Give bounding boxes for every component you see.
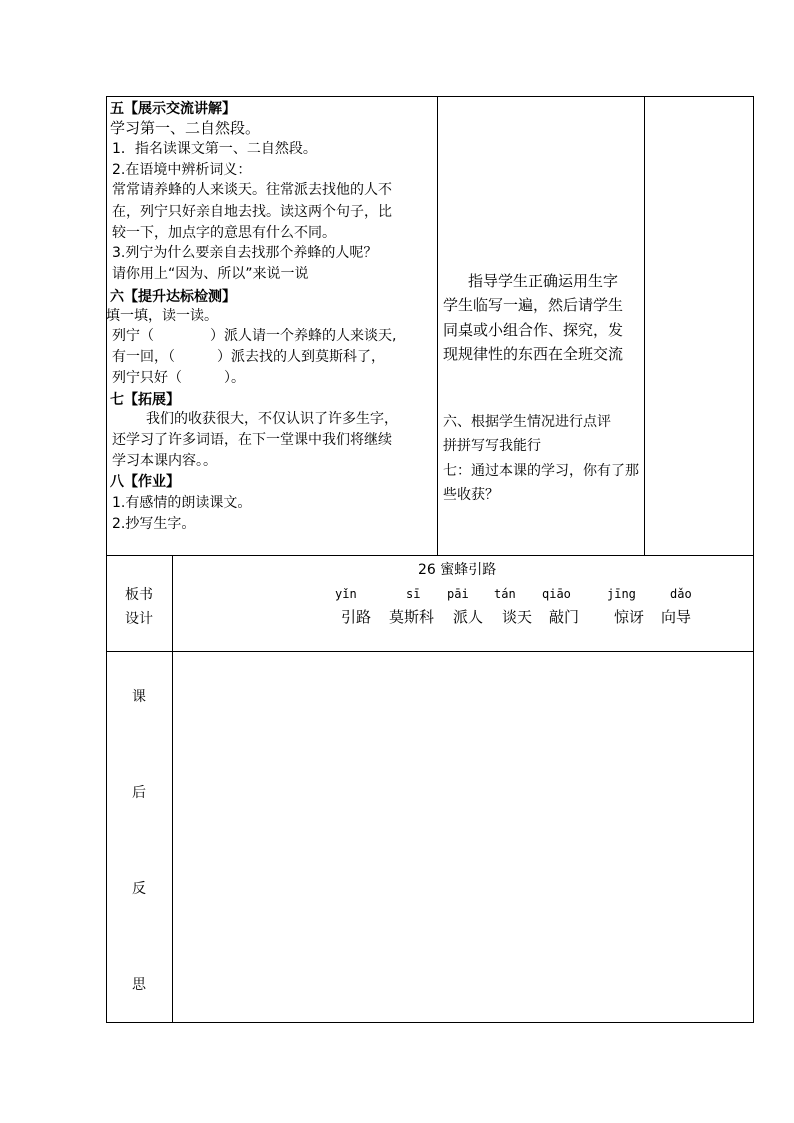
pinyin-label: sī [406,587,421,601]
board-word: 莫斯科 [389,608,435,626]
pinyin-label: yǐn [335,587,357,601]
table-border-right [753,96,754,1023]
section-5-line: 常常请养蜂的人来谈天。往常派去找他的人不 [112,182,392,198]
reflection-char: 课 [132,689,146,705]
board-title: 26 蜜蜂引路 [418,562,497,578]
col-divider-guidance [437,96,438,556]
section-5-line: 1．指名读课文第一、二自然段。 [112,141,317,157]
guidance-line: 些收获？ [443,487,499,503]
guidance-line: 七：通过本课的学习，你有了那 [443,463,639,479]
table-border-bottom [106,1022,754,1023]
section-5-line: 学习第一、二自然段。 [110,119,261,137]
pinyin-label: dǎo [670,587,692,601]
section-8-line: 1.有感情的朗读课文。 [112,495,252,511]
table-border-top [106,96,754,97]
board-word: 谈天 [502,608,533,626]
section-7-line: 还学习了许多词语，在下一堂课中我们将继续 [112,432,392,448]
section-5-line: 较一下，加点字的意思有什么不同。 [112,225,336,241]
pinyin-label: qiāo [542,587,571,601]
guidance-line: 学生临写一遍，然后请学生 [443,296,624,314]
section-7-line: 我们的收获很大，不仅认识了许多生字， [146,411,398,427]
reflection-char: 反 [132,881,146,897]
col-divider-label [172,555,173,1023]
guidance-line: 拼拼写写我能行 [443,438,541,454]
board-label-line: 设计 [125,611,153,627]
board-word: 向导 [661,608,692,626]
board-word: 派人 [453,608,484,626]
section-5-line: 在，列宁只好亲自地去找。读这两个句子，比 [112,204,392,220]
section-7-line: 学习本课内容。。 [112,453,217,469]
guidance-line: 指导学生正确运用生字 [468,272,619,290]
section-6-line: 填一填，读一读。 [106,308,218,324]
section-8-line: 2.抄写生字。 [112,516,196,532]
reflection-char: 后 [132,785,146,801]
pinyin-label: pāi [447,587,469,601]
section-6-line: 列宁（ ）派人请一个养蜂的人来谈天, [112,328,397,344]
col-divider-notes [644,96,645,556]
reflection-char: 思 [132,977,146,993]
section-6-line: 列宁只好（ ）。 [112,370,245,386]
section-5-line: 请你用上“因为、所以”来说一说 [112,266,309,282]
guidance-line: 现规律性的东西在全班交流 [443,345,624,363]
pinyin-label: tán [494,587,516,601]
section-5-line: 2.在语境中辨析词义： [112,162,252,178]
board-word: 敲门 [549,608,580,626]
row-divider-1 [106,555,754,556]
section-7-heading: 七【拓展】 [110,392,180,408]
section-5-heading: 五【展示交流讲解】 [110,101,236,117]
section-8-heading: 八【作业】 [110,474,180,490]
row-divider-2 [106,651,754,652]
section-6-line: 有一回，（ ）派去找的人到莫斯科了， [112,349,385,365]
pinyin-label: jīng [607,587,636,601]
guidance-line: 同桌或小组合作、探究，发 [443,321,624,339]
board-word: 引路 [341,608,372,626]
board-word: 惊讶 [614,608,645,626]
board-label-line: 板书 [125,587,153,603]
guidance-line: 六、根据学生情况进行点评 [443,414,611,430]
board-design-label [106,585,172,629]
section-6-heading: 六【提升达标检测】 [110,289,236,305]
section-5-line: 3.列宁为什么要亲自去找那个养蜂的人呢？ [112,245,378,261]
